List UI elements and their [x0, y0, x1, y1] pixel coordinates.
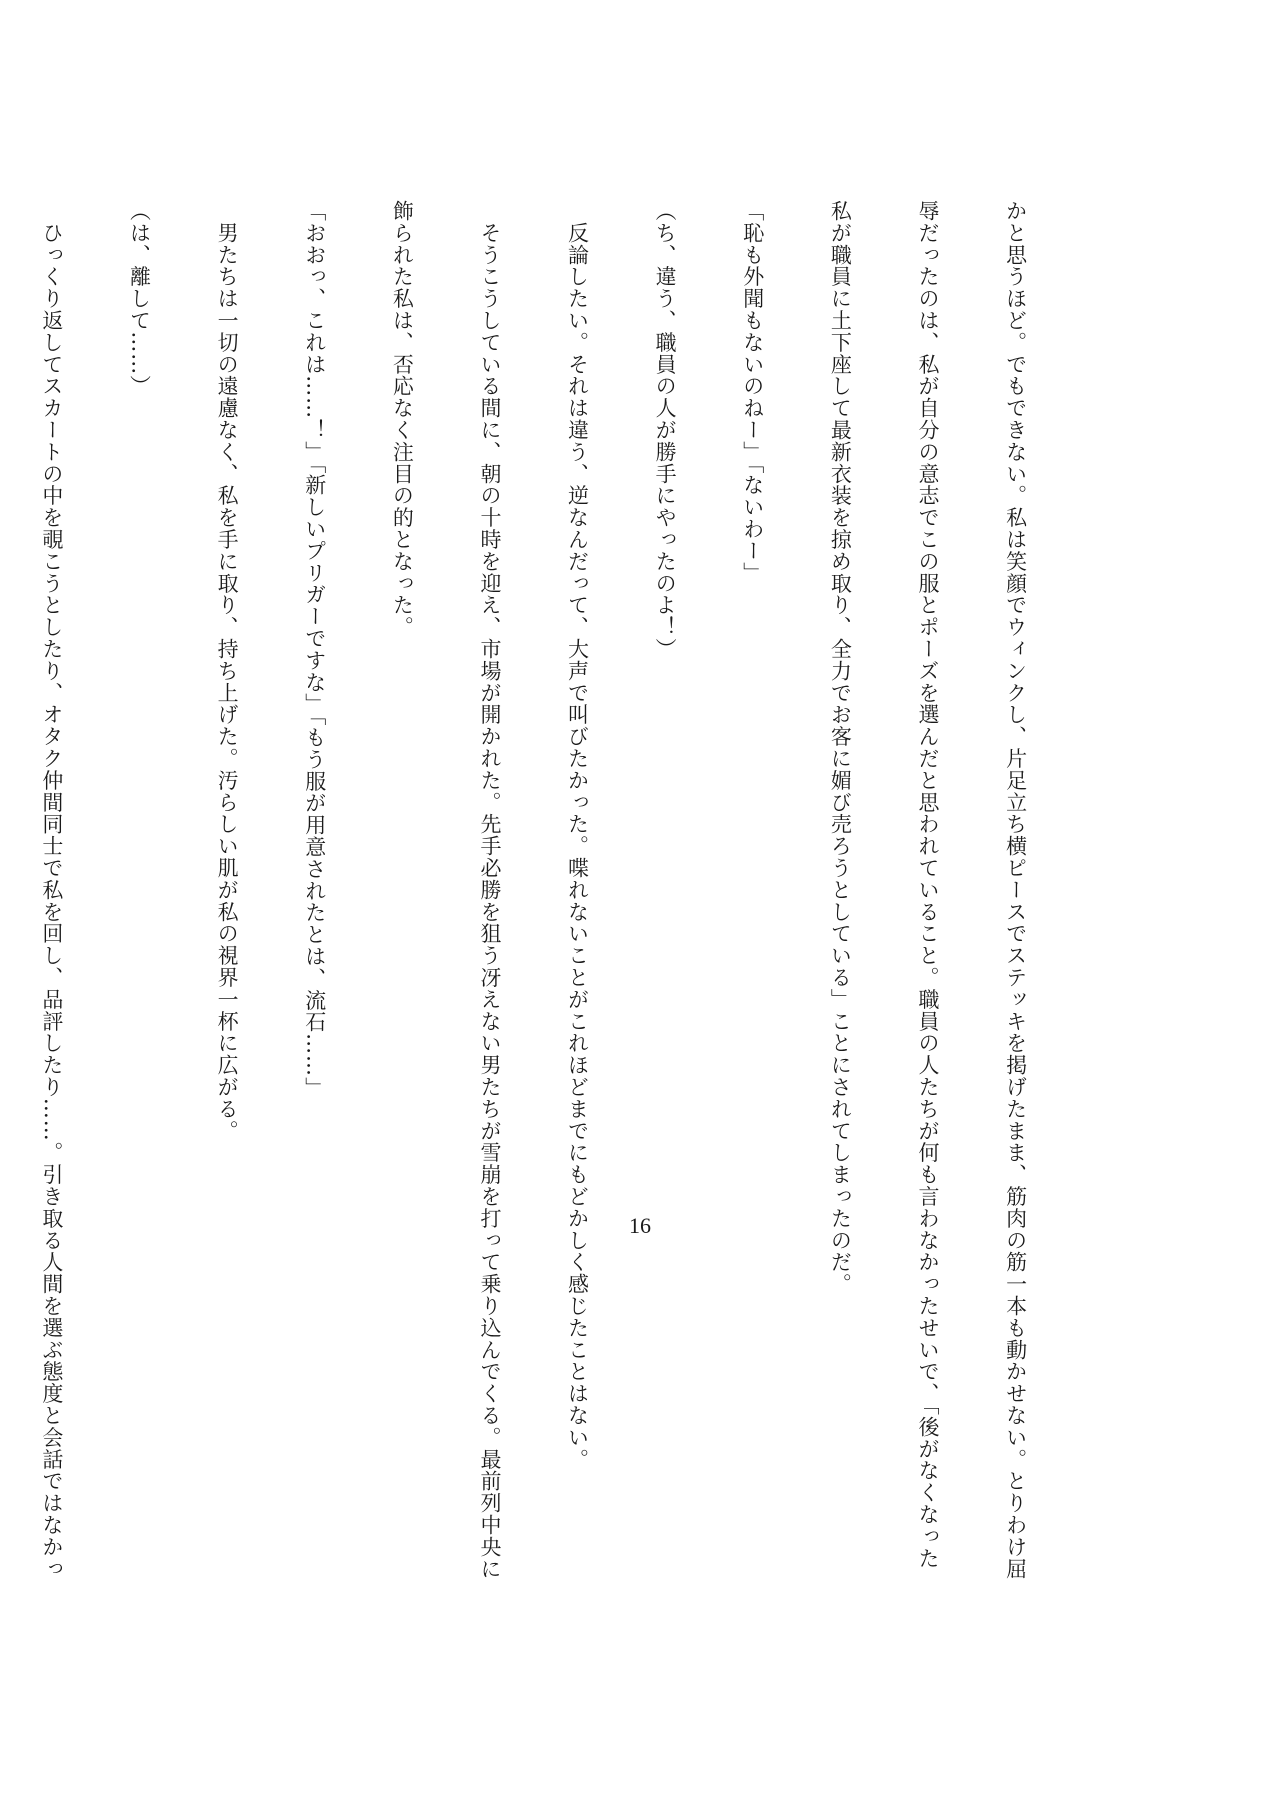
text-line: 私が職員に土下座して最新衣装を掠め取り、全力でお客に媚び売ろうとしている」ことにされてしまったのだ。 — [828, 200, 853, 1295]
text-line: 「恥も外聞もないのねー」「ないわー」 — [740, 200, 765, 584]
text-line: かと思うほど。でもできない。私は笑顔でウィンクし、片足立ち横ピースでステッキを掲げたまま、筋肉の筋一本も動かせない。とりわけ屈 — [1003, 200, 1028, 1580]
text-line: 男たちは一切の遠慮なく、私を手に取り、持ち上げた。汚らしい肌が私の視界一杯に広がる。 — [215, 200, 240, 1142]
text-line: ひっくり返してスカートの中を覗こうとしたり、オタク仲間同士で私を回し、品評したり……。引き取る人間を選ぶ態度と会話ではなかっ — [39, 200, 64, 1580]
text-line: 飾られた私は、否応なく注目の的となった。 — [390, 200, 415, 638]
text-line: （ち、違う、職員の人が勝手にやったのよ！） — [653, 200, 678, 660]
text-line: そうこうしている間に、朝の十時を迎え、市場が開かれた。先手必勝を狙う冴えない男たちが雪崩を打って乗り込んでくる。最前列中央に — [477, 200, 502, 1580]
text-line: （は、離して……） — [127, 200, 152, 398]
text-line: 「おおっ、これは……！」「新しいプリガーですな」「もう服が用意されたとは、流石……」 — [302, 200, 327, 1099]
text-line: 反論したい。それは違う、逆なんだって、大声で叫びたかった。喋れないことがこれほどまでにもどかしく感じたことはない。 — [565, 200, 590, 1471]
text-line: 辱だったのは、私が自分の意志でこの服とポーズを選んだと思われていること。職員の人たちが何も言わなかったせいで、「後がなくなった — [915, 200, 940, 1570]
page-number: 16 — [629, 1213, 651, 1238]
